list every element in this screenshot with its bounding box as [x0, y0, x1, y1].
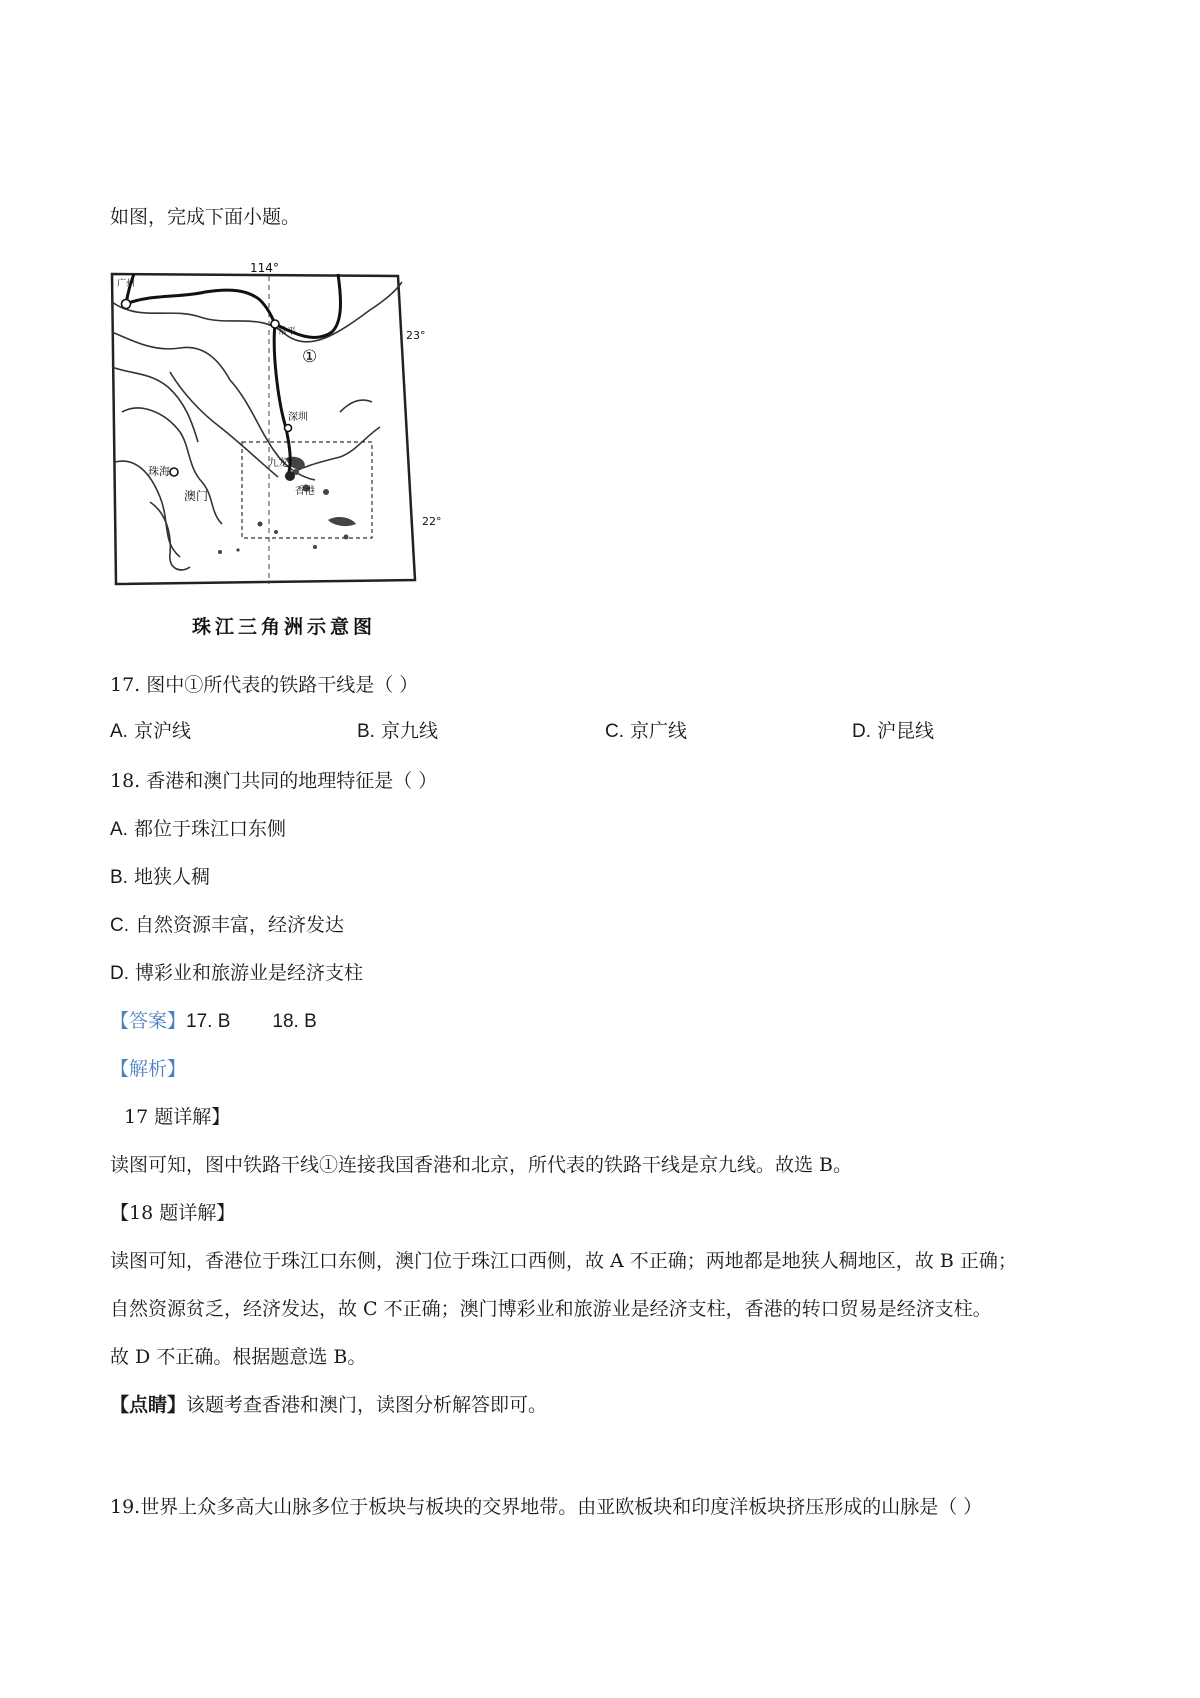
option-letter: D.	[110, 963, 129, 984]
label-zhuhai: 珠海	[148, 465, 170, 478]
q19-stem: 19.世界上众多高大山脉多位于板块与板块的交界地带。由亚欧板块和印度洋板块挤压形成的山脉是（ ）	[110, 1496, 983, 1518]
q17-options	[0, 718, 1200, 744]
answer-18: 18. B	[272, 1011, 317, 1032]
label-kowloon: 九龙	[268, 458, 288, 469]
map-coastlines	[112, 282, 402, 570]
lat-22-label: 22°	[422, 515, 442, 528]
map-title: 珠江三角洲示意图	[192, 616, 377, 638]
option-text: 地狭人稠	[134, 866, 211, 888]
city-markers	[122, 300, 292, 477]
option-letter: C.	[110, 915, 129, 936]
railways	[126, 274, 340, 476]
label-macao: 澳门	[184, 489, 209, 503]
option-text: 沪昆线	[877, 720, 935, 742]
detail-18-heading: 【18 题详解】	[110, 1202, 236, 1224]
q17-option-d[interactable]	[852, 718, 934, 745]
option-text: 京沪线	[134, 720, 192, 742]
option-text: 都位于珠江口东侧	[134, 818, 287, 840]
hk-marker	[285, 471, 295, 481]
intro-text: 如图，完成下面小题。	[110, 206, 301, 228]
lon-114-label: 114°	[250, 262, 279, 275]
q17-option-b[interactable]	[357, 718, 438, 745]
comment-row	[110, 1392, 547, 1418]
q17-option-a[interactable]	[110, 718, 191, 745]
option-letter: B.	[110, 867, 128, 888]
option-letter: A.	[110, 819, 128, 840]
option-text: 京广线	[630, 720, 688, 742]
detail-17-text: 读图可知，图中铁路干线①连接我国香港和北京，所代表的铁路干线是京九线。故选 B。	[110, 1154, 853, 1176]
label-hongkong: 香港	[295, 486, 315, 497]
label-guangzhou: 广州	[117, 279, 136, 289]
q17-stem: 17. 图中①所代表的铁路干线是（ ）	[110, 674, 419, 696]
detail-18-line-1: 读图可知，香港位于珠江口东侧，澳门位于珠江口西侧，故 A 不正确；两地都是地狭人稠地区，故 B 正确；	[110, 1250, 1017, 1272]
detail-18-line-2: 自然资源贫乏，经济发达，故 C 不正确；澳门博彩业和旅游业是经济支柱，香港的转口贸易是经济支柱。	[110, 1298, 992, 1320]
option-letter: C.	[605, 721, 624, 742]
map-frame	[112, 274, 415, 584]
label-changping: 常平	[278, 327, 297, 337]
railway-guangzhou	[126, 290, 275, 324]
analysis-label: 【解析】	[110, 1058, 187, 1080]
option-letter: D.	[852, 721, 871, 742]
q18-option-c[interactable]	[110, 912, 344, 939]
map-islands	[218, 457, 356, 554]
label-shenzhen: 深圳	[288, 412, 308, 423]
q18-option-d[interactable]	[110, 960, 363, 987]
q18-stem: 18. 香港和澳门共同的地理特征是（ ）	[110, 770, 438, 792]
option-text: 自然资源丰富，经济发达	[135, 914, 345, 936]
option-letter: B.	[357, 721, 375, 742]
answer-label: 【答案】	[110, 1010, 187, 1032]
q18-option-a[interactable]	[110, 816, 286, 843]
option-text: 京九线	[381, 720, 439, 742]
railway-1	[274, 274, 340, 476]
comment-text: 该题考查香港和澳门，读图分析解答即可。	[186, 1394, 548, 1416]
comment-label: 【点睛】	[110, 1394, 187, 1416]
q17-option-c[interactable]	[605, 718, 687, 745]
option-letter: A.	[110, 721, 128, 742]
pearl-river-delta-map	[110, 262, 462, 644]
lat-23-label: 23°	[406, 329, 426, 342]
answer-row	[110, 1008, 317, 1035]
railway-marker-label: ①	[302, 347, 318, 367]
q18-option-b[interactable]	[110, 864, 210, 891]
detail-17-heading: 17 题详解】	[124, 1106, 231, 1128]
option-text: 博彩业和旅游业是经济支柱	[135, 962, 364, 984]
answer-17: 17. B	[186, 1011, 231, 1032]
detail-18-line-3: 故 D 不正确。根据题意选 B。	[110, 1346, 367, 1368]
